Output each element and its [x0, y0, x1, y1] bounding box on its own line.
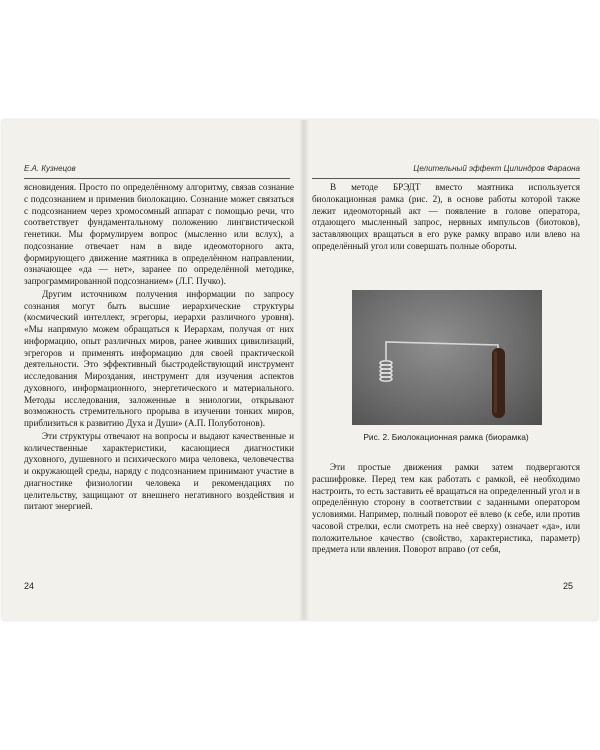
- dowsing-rod-illustration: [352, 290, 542, 425]
- right-paragraph-2: Эти простые движения рамки затем подвергаются расшифровке. Перед тем как работать с рамкой, её необходимо настроить, то есть заставить её вращаться на определенный угол и в определённую сторону в соответствии с заданными оператором условиями. Например, полный поворот её влево (к себе, или против часовой стрелки, если смотреть на неё сверху) означает «да», или положительное качество (свойство, характеристика, параметр) предмета или явления. Поворот вправо (от себя,: [312, 462, 580, 555]
- rod-coil: [380, 361, 392, 381]
- rod-handle-highlight: [494, 351, 497, 413]
- rod-handle: [492, 348, 505, 418]
- left-paragraph-2: Другим источником получения информации по запросу сознания могут быть высшие иерархические структуры (космический интеллект, эгрегоры, иерархи различного уровня). «Мы напрямую можем обращаться к Иерархам, получая от них информацию, опыт различных миров, ранее живших цивилизаций, эгрегоров и применять информацию для своей практической деятельности. Это эффективный быстродействующий инструмент исследования Мироздания, инструмент для изучения аспектов духовного, информационного, энергетического и материального. Методы исследования, заложенные в эниологии, открывают возможность стремительного прорыва в изучении тонких миров, приблизиться к развитию Духа и Души» (А.П. Полуботонов).: [24, 288, 294, 428]
- left-paragraph-1: ясновидения. Просто по определённому алгоритму, связав сознание с подсознанием и применив биолокацию. Сознание может связаться с подсознанием через хромосомный аппарат с помощью речи, что соответствует фундаментальному положению лингвистической генетики. Мы формулируем вопрос (мысленно или вслух), а подсознание отвечает нам в виде идеомоторного акта, формирующего движение маятника в определённом направлении, означающее «да — нет», заранее по определённой методике, запрограммированной подсознанием» (Л.Г. Пучко).: [24, 182, 294, 286]
- right-body-text-bottom: [312, 462, 580, 556]
- right-body-text-top: [312, 182, 580, 253]
- left-page-number: 24: [24, 581, 35, 591]
- left-page: [2, 120, 300, 620]
- rod-wire: [386, 342, 498, 360]
- left-body-text: [24, 182, 294, 513]
- biorama-photo: [352, 290, 542, 425]
- left-paragraph-3: Эти структуры отвечают на вопросы и выдают качественные и количественные характеристики, касающиеся диагностики духовного, душевного и психического мира человека, человечества и окружающей среды, наряду с подсознанием принимают участие в диагностике физиологии человека и рекомендациях по целительству, защищают от внешнего негативного воздействия и питают энергией.: [24, 430, 294, 512]
- right-page: [304, 120, 598, 620]
- right-page-number: 25: [563, 581, 574, 591]
- right-running-header: Целительный эффект Цилиндров Фараона: [312, 164, 580, 179]
- left-running-header: Е.А. Кузнецов: [24, 164, 290, 179]
- figure-caption: Рис. 2. Биолокационная рамка (биорамка): [363, 432, 529, 442]
- right-paragraph-1: В методе БРЭДТ вместо маятника используется биолокационная рамка (рис. 2), в основе работы которой также лежит идеомоторный акт — появление в голове оператора, отдающего мысленный запрос, нервных импульсов (биотоков), заставляющих вращаться в его руке рамку вправо или влево на определённый угол или совершать полные обороты.: [312, 182, 580, 251]
- book-spread: [2, 120, 598, 620]
